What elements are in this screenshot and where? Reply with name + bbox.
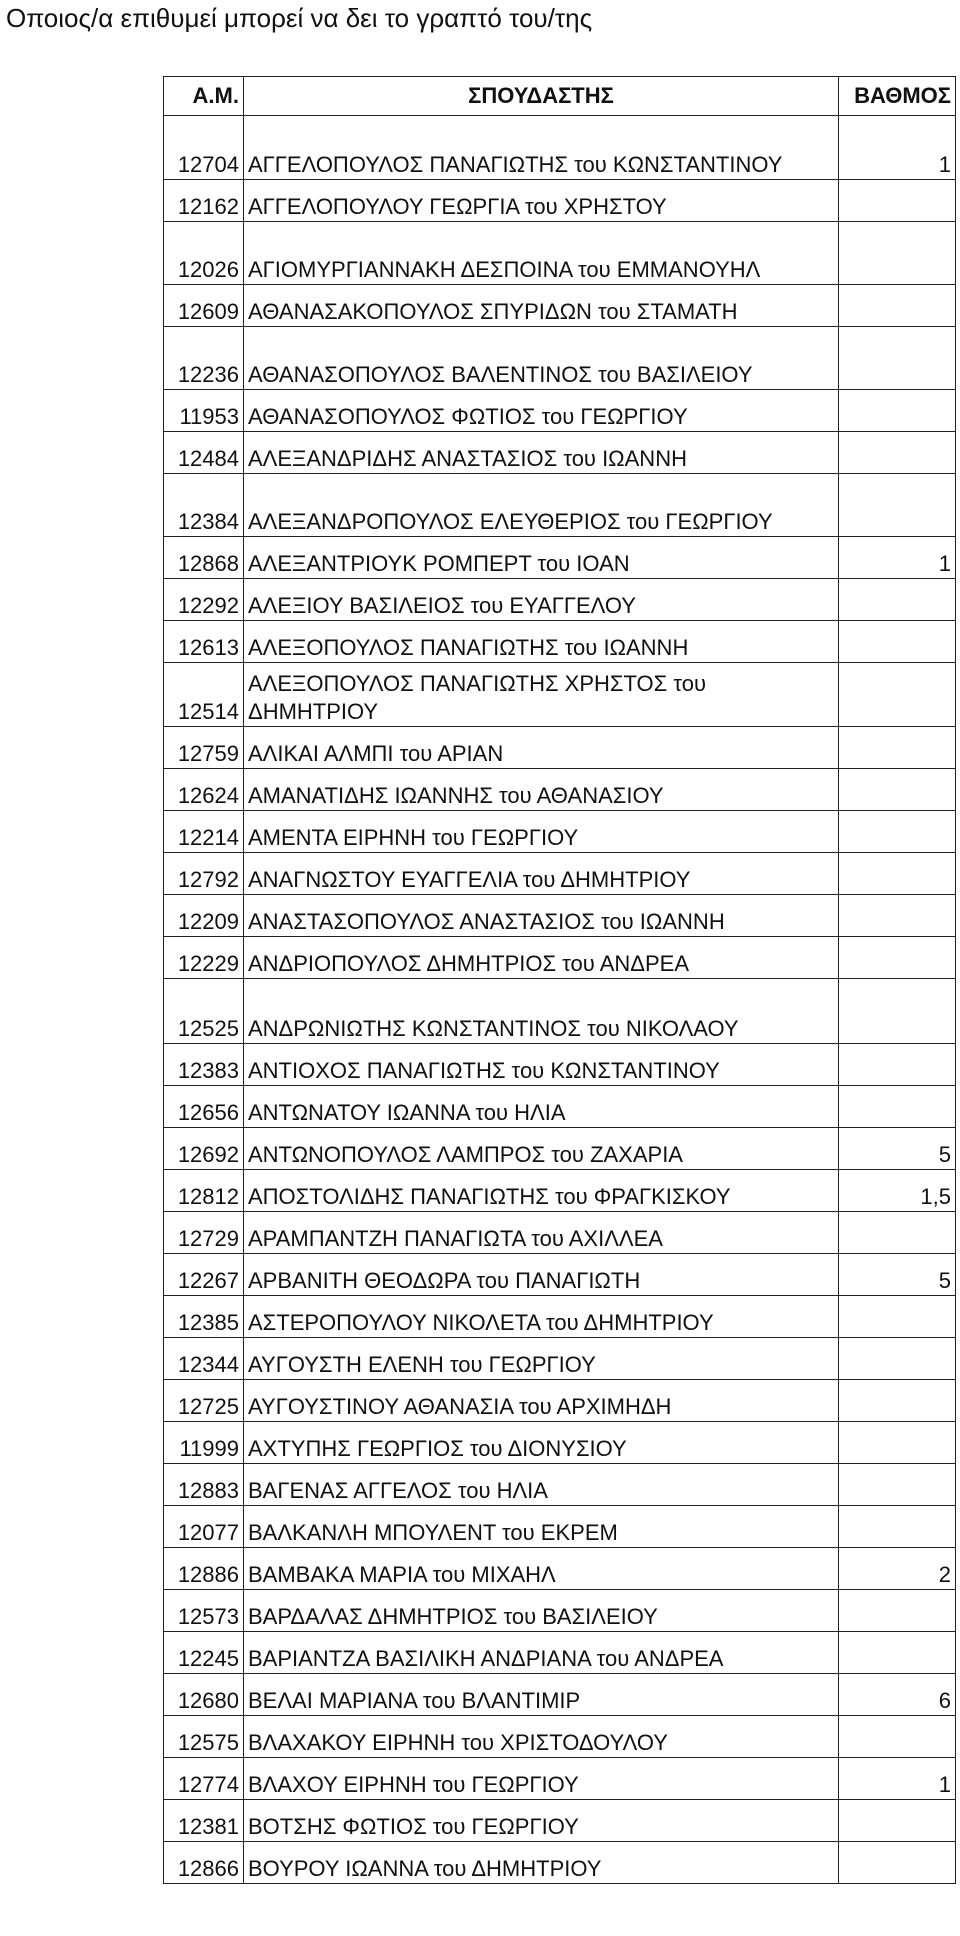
table-row bbox=[164, 1086, 956, 1128]
cell-am: 12725 bbox=[164, 1380, 244, 1422]
table-row bbox=[164, 1716, 956, 1758]
cell-grade bbox=[839, 1212, 956, 1254]
cell-am: 12381 bbox=[164, 1800, 244, 1842]
cell-am: 12077 bbox=[164, 1506, 244, 1548]
cell-grade bbox=[839, 390, 956, 432]
column-header-am: Α.Μ. bbox=[164, 77, 244, 116]
cell-am: 12886 bbox=[164, 1548, 244, 1590]
cell-student-name: ΑΛΙΚΑΙ ΑΛΜΠΙ του ΑΡΙΑΝ bbox=[244, 727, 839, 769]
cell-student-name: ΒΟΥΡΟΥ ΙΩΑΝΝΑ του ΔΗΜΗΤΡΙΟΥ bbox=[244, 1842, 839, 1884]
cell-grade bbox=[839, 811, 956, 853]
cell-am: 12214 bbox=[164, 811, 244, 853]
table-row bbox=[164, 621, 956, 663]
cell-am: 11953 bbox=[164, 390, 244, 432]
table-row bbox=[164, 1758, 956, 1800]
cell-grade bbox=[839, 1296, 956, 1338]
table-header-row bbox=[164, 77, 956, 116]
cell-am: 12229 bbox=[164, 937, 244, 979]
cell-student-name: ΑΛΕΞΑΝΤΡΙΟΥΚ ΡΟΜΠΕΡΤ του ΙΟΑΝ bbox=[244, 537, 839, 579]
table-row bbox=[164, 1212, 956, 1254]
table-row bbox=[164, 1380, 956, 1422]
cell-student-name: ΑΓΙΟΜΥΡΓΙΑΝΝΑΚΗ ΔΕΣΠΟΙΝΑ του ΕΜΜΑΝΟΥΗΛ bbox=[244, 222, 839, 285]
cell-student-name: ΑΜΕΝΤΑ ΕΙΡΗΝΗ του ΓΕΩΡΓΙΟΥ bbox=[244, 811, 839, 853]
table-row bbox=[164, 895, 956, 937]
cell-student-name: ΑΣΤΕΡΟΠΟΥΛΟΥ ΝΙΚΟΛΕΤΑ του ΔΗΜΗΤΡΙΟΥ bbox=[244, 1296, 839, 1338]
table-row bbox=[164, 1170, 956, 1212]
cell-grade bbox=[839, 432, 956, 474]
cell-am: 12868 bbox=[164, 537, 244, 579]
cell-student-name: ΑΝΑΣΤΑΣΟΠΟΥΛΟΣ ΑΝΑΣΤΑΣΙΟΣ του ΙΩΑΝΝΗ bbox=[244, 895, 839, 937]
cell-grade bbox=[839, 1716, 956, 1758]
cell-am: 12680 bbox=[164, 1674, 244, 1716]
cell-am: 12267 bbox=[164, 1254, 244, 1296]
table-row bbox=[164, 811, 956, 853]
cell-am: 12609 bbox=[164, 285, 244, 327]
cell-student-name: ΒΑΜΒΑΚΑ ΜΑΡΙΑ του ΜΙΧΑΗΛ bbox=[244, 1548, 839, 1590]
table-row bbox=[164, 979, 956, 1044]
cell-grade bbox=[839, 474, 956, 537]
cell-grade bbox=[839, 1506, 956, 1548]
cell-am: 12162 bbox=[164, 180, 244, 222]
cell-grade bbox=[839, 1632, 956, 1674]
table-row bbox=[164, 390, 956, 432]
cell-student-name: ΑΛΕΞΑΝΔΡΟΠΟΥΛΟΣ ΕΛΕΥΘΕΡΙΟΣ του ΓΕΩΡΓΙΟΥ bbox=[244, 474, 839, 537]
cell-grade bbox=[839, 1590, 956, 1632]
cell-am: 12704 bbox=[164, 116, 244, 180]
table-row bbox=[164, 1842, 956, 1884]
cell-am: 12514 bbox=[164, 663, 244, 727]
table-row bbox=[164, 1422, 956, 1464]
table-row bbox=[164, 537, 956, 579]
table-row bbox=[164, 937, 956, 979]
table-row bbox=[164, 222, 956, 285]
table-body bbox=[164, 116, 956, 1884]
cell-grade bbox=[839, 727, 956, 769]
cell-grade: 1 bbox=[839, 537, 956, 579]
cell-grade bbox=[839, 285, 956, 327]
table-row bbox=[164, 1632, 956, 1674]
page-heading: Οποιος/α επιθυμεί μπορεί να δει το γραπτό του/της bbox=[6, 3, 593, 33]
cell-grade bbox=[839, 769, 956, 811]
cell-grade: 5 bbox=[839, 1128, 956, 1170]
cell-student-name: ΑΝΤΙΟΧΟΣ ΠΑΝΑΓΙΩΤΗΣ του ΚΩΝΣΤΑΝΤΙΝΟΥ bbox=[244, 1044, 839, 1086]
cell-grade: 6 bbox=[839, 1674, 956, 1716]
table-row bbox=[164, 432, 956, 474]
cell-am: 12573 bbox=[164, 1590, 244, 1632]
cell-am: 12344 bbox=[164, 1338, 244, 1380]
cell-student-name: ΑΧΤΥΠΗΣ ΓΕΩΡΓΙΟΣ του ΔΙΟΝΥΣΙΟΥ bbox=[244, 1422, 839, 1464]
cell-am: 12209 bbox=[164, 895, 244, 937]
table-row bbox=[164, 1296, 956, 1338]
cell-am: 12792 bbox=[164, 853, 244, 895]
cell-grade bbox=[839, 1086, 956, 1128]
cell-am: 12866 bbox=[164, 1842, 244, 1884]
cell-am: 11999 bbox=[164, 1422, 244, 1464]
cell-grade bbox=[839, 979, 956, 1044]
grades-table bbox=[163, 76, 956, 1884]
table-row bbox=[164, 1506, 956, 1548]
cell-grade bbox=[839, 1422, 956, 1464]
cell-grade bbox=[839, 1842, 956, 1884]
cell-grade: 5 bbox=[839, 1254, 956, 1296]
table-row bbox=[164, 116, 956, 180]
cell-am: 12525 bbox=[164, 979, 244, 1044]
column-header-grade: ΒΑΘΜΟΣ bbox=[839, 77, 956, 116]
table-row bbox=[164, 1674, 956, 1716]
cell-student-name: ΒΑΓΕΝΑΣ ΑΓΓΕΛΟΣ του ΗΛΙΑ bbox=[244, 1464, 839, 1506]
cell-grade bbox=[839, 621, 956, 663]
cell-student-name: ΑΝΑΓΝΩΣΤΟΥ ΕΥΑΓΓΕΛΙΑ του ΔΗΜΗΤΡΙΟΥ bbox=[244, 853, 839, 895]
table-row bbox=[164, 327, 956, 390]
table-row bbox=[164, 1044, 956, 1086]
cell-student-name: ΒΑΡΙΑΝΤΖΑ ΒΑΣΙΛΙΚΗ ΑΝΔΡΙΑΝΑ του ΑΝΔΡΕΑ bbox=[244, 1632, 839, 1674]
cell-am: 12759 bbox=[164, 727, 244, 769]
cell-am: 12383 bbox=[164, 1044, 244, 1086]
cell-grade bbox=[839, 327, 956, 390]
cell-am: 12575 bbox=[164, 1716, 244, 1758]
cell-student-name: ΑΠΟΣΤΟΛΙΔΗΣ ΠΑΝΑΓΙΩΤΗΣ του ΦΡΑΓΚΙΣΚΟΥ bbox=[244, 1170, 839, 1212]
cell-am: 12692 bbox=[164, 1128, 244, 1170]
table-row bbox=[164, 1128, 956, 1170]
cell-student-name: ΑΛΕΞΟΠΟΥΛΟΣ ΠΑΝΑΓΙΩΤΗΣ του ΙΩΑΝΝΗ bbox=[244, 621, 839, 663]
cell-grade bbox=[839, 1338, 956, 1380]
cell-grade: 1 bbox=[839, 116, 956, 180]
cell-student-name: ΒΕΛΑΙ ΜΑΡΙΑΝΑ του ΒΛΑΝΤΙΜΙΡ bbox=[244, 1674, 839, 1716]
cell-student-name: ΑΝΤΩΝΟΠΟΥΛΟΣ ΛΑΜΠΡΟΣ του ΖΑΧΑΡΙΑ bbox=[244, 1128, 839, 1170]
cell-student-name: ΑΡΒΑΝΙΤΗ ΘΕΟΔΩΡΑ του ΠΑΝΑΓΙΩΤΗ bbox=[244, 1254, 839, 1296]
cell-student-name: ΒΑΡΔΑΛΑΣ ΔΗΜΗΤΡΙΟΣ του ΒΑΣΙΛΕΙΟΥ bbox=[244, 1590, 839, 1632]
cell-student-name: ΑΡΑΜΠΑΝΤΖΗ ΠΑΝΑΓΙΩΤΑ του ΑΧΙΛΛΕΑ bbox=[244, 1212, 839, 1254]
cell-student-name: ΑΝΔΡΙΟΠΟΥΛΟΣ ΔΗΜΗΤΡΙΟΣ του ΑΝΔΡΕΑ bbox=[244, 937, 839, 979]
cell-student-name: ΑΛΕΞΙΟΥ ΒΑΣΙΛΕΙΟΣ του ΕΥΑΓΓΕΛΟΥ bbox=[244, 579, 839, 621]
cell-am: 12624 bbox=[164, 769, 244, 811]
table-row bbox=[164, 1590, 956, 1632]
cell-grade bbox=[839, 895, 956, 937]
cell-am: 12774 bbox=[164, 1758, 244, 1800]
cell-grade bbox=[839, 853, 956, 895]
cell-am: 12385 bbox=[164, 1296, 244, 1338]
cell-student-name: ΑΝΤΩΝΑΤΟΥ ΙΩΑΝΝΑ του ΗΛΙΑ bbox=[244, 1086, 839, 1128]
cell-am: 12292 bbox=[164, 579, 244, 621]
cell-grade bbox=[839, 663, 956, 727]
table-row bbox=[164, 285, 956, 327]
cell-student-name: ΒΛΑΧΑΚΟΥ ΕΙΡΗΝΗ του ΧΡΙΣΤΟΔΟΥΛΟΥ bbox=[244, 1716, 839, 1758]
table-row bbox=[164, 769, 956, 811]
cell-student-name: ΒΟΤΣΗΣ ΦΩΤΙΟΣ του ΓΕΩΡΓΙΟΥ bbox=[244, 1800, 839, 1842]
cell-am: 12026 bbox=[164, 222, 244, 285]
cell-student-name: ΑΓΓΕΛΟΠΟΥΛΟΥ ΓΕΩΡΓΙΑ του ΧΡΗΣΤΟΥ bbox=[244, 180, 839, 222]
table-row bbox=[164, 1254, 956, 1296]
table-row bbox=[164, 180, 956, 222]
cell-grade bbox=[839, 1464, 956, 1506]
cell-student-name: ΑΥΓΟΥΣΤΗ ΕΛΕΝΗ του ΓΕΩΡΓΙΟΥ bbox=[244, 1338, 839, 1380]
cell-am: 12729 bbox=[164, 1212, 244, 1254]
table-row bbox=[164, 1548, 956, 1590]
cell-am: 12883 bbox=[164, 1464, 244, 1506]
cell-student-name: ΑΘΑΝΑΣΟΠΟΥΛΟΣ ΒΑΛΕΝΤΙΝΟΣ του ΒΑΣΙΛΕΙΟΥ bbox=[244, 327, 839, 390]
cell-student-name: ΑΛΕΞΑΝΔΡΙΔΗΣ ΑΝΑΣΤΑΣΙΟΣ του ΙΩΑΝΝΗ bbox=[244, 432, 839, 474]
table-row bbox=[164, 853, 956, 895]
cell-grade bbox=[839, 1380, 956, 1422]
cell-grade bbox=[839, 1044, 956, 1086]
table-row bbox=[164, 1338, 956, 1380]
cell-student-name: ΑΜΑΝΑΤΙΔΗΣ ΙΩΑΝΝΗΣ του ΑΘΑΝΑΣΙΟΥ bbox=[244, 769, 839, 811]
cell-student-name: ΑΥΓΟΥΣΤΙΝΟΥ ΑΘΑΝΑΣΙΑ του ΑΡΧΙΜΗΔΗ bbox=[244, 1380, 839, 1422]
cell-am: 12812 bbox=[164, 1170, 244, 1212]
cell-am: 12656 bbox=[164, 1086, 244, 1128]
cell-grade bbox=[839, 579, 956, 621]
cell-student-name: ΑΓΓΕΛΟΠΟΥΛΟΣ ΠΑΝΑΓΙΩΤΗΣ του ΚΩΝΣΤΑΝΤΙΝΟΥ bbox=[244, 116, 839, 180]
cell-grade: 1 bbox=[839, 1758, 956, 1800]
cell-student-name: ΑΝΔΡΩΝΙΩΤΗΣ ΚΩΝΣΤΑΝΤΙΝΟΣ του ΝΙΚΟΛΑΟΥ bbox=[244, 979, 839, 1044]
cell-student-name: ΑΘΑΝΑΣΑΚΟΠΟΥΛΟΣ ΣΠΥΡΙΔΩΝ του ΣΤΑΜΑΤΗ bbox=[244, 285, 839, 327]
cell-am: 12613 bbox=[164, 621, 244, 663]
cell-am: 12484 bbox=[164, 432, 244, 474]
cell-student-name: ΑΘΑΝΑΣΟΠΟΥΛΟΣ ΦΩΤΙΟΣ του ΓΕΩΡΓΙΟΥ bbox=[244, 390, 839, 432]
table-row bbox=[164, 474, 956, 537]
cell-grade bbox=[839, 937, 956, 979]
cell-grade bbox=[839, 1800, 956, 1842]
cell-grade: 1,5 bbox=[839, 1170, 956, 1212]
cell-student-name: ΒΑΛΚΑΝΛΗ ΜΠΟΥΛΕΝΤ του ΕΚΡΕΜ bbox=[244, 1506, 839, 1548]
column-header-student: ΣΠΟΥΔΑΣΤΗΣ bbox=[244, 77, 839, 116]
table-row bbox=[164, 1800, 956, 1842]
table-row bbox=[164, 663, 956, 727]
cell-am: 12245 bbox=[164, 1632, 244, 1674]
table-row bbox=[164, 1464, 956, 1506]
cell-student-name: ΒΛΑΧΟΥ ΕΙΡΗΝΗ του ΓΕΩΡΓΙΟΥ bbox=[244, 1758, 839, 1800]
cell-grade: 2 bbox=[839, 1548, 956, 1590]
cell-grade bbox=[839, 222, 956, 285]
cell-grade bbox=[839, 180, 956, 222]
cell-am: 12236 bbox=[164, 327, 244, 390]
table-row bbox=[164, 727, 956, 769]
table-row bbox=[164, 579, 956, 621]
cell-am: 12384 bbox=[164, 474, 244, 537]
cell-student-name: ΑΛΕΞΟΠΟΥΛΟΣ ΠΑΝΑΓΙΩΤΗΣ ΧΡΗΣΤΟΣ του ΔΗΜΗΤΡΙΟΥ bbox=[244, 663, 839, 727]
